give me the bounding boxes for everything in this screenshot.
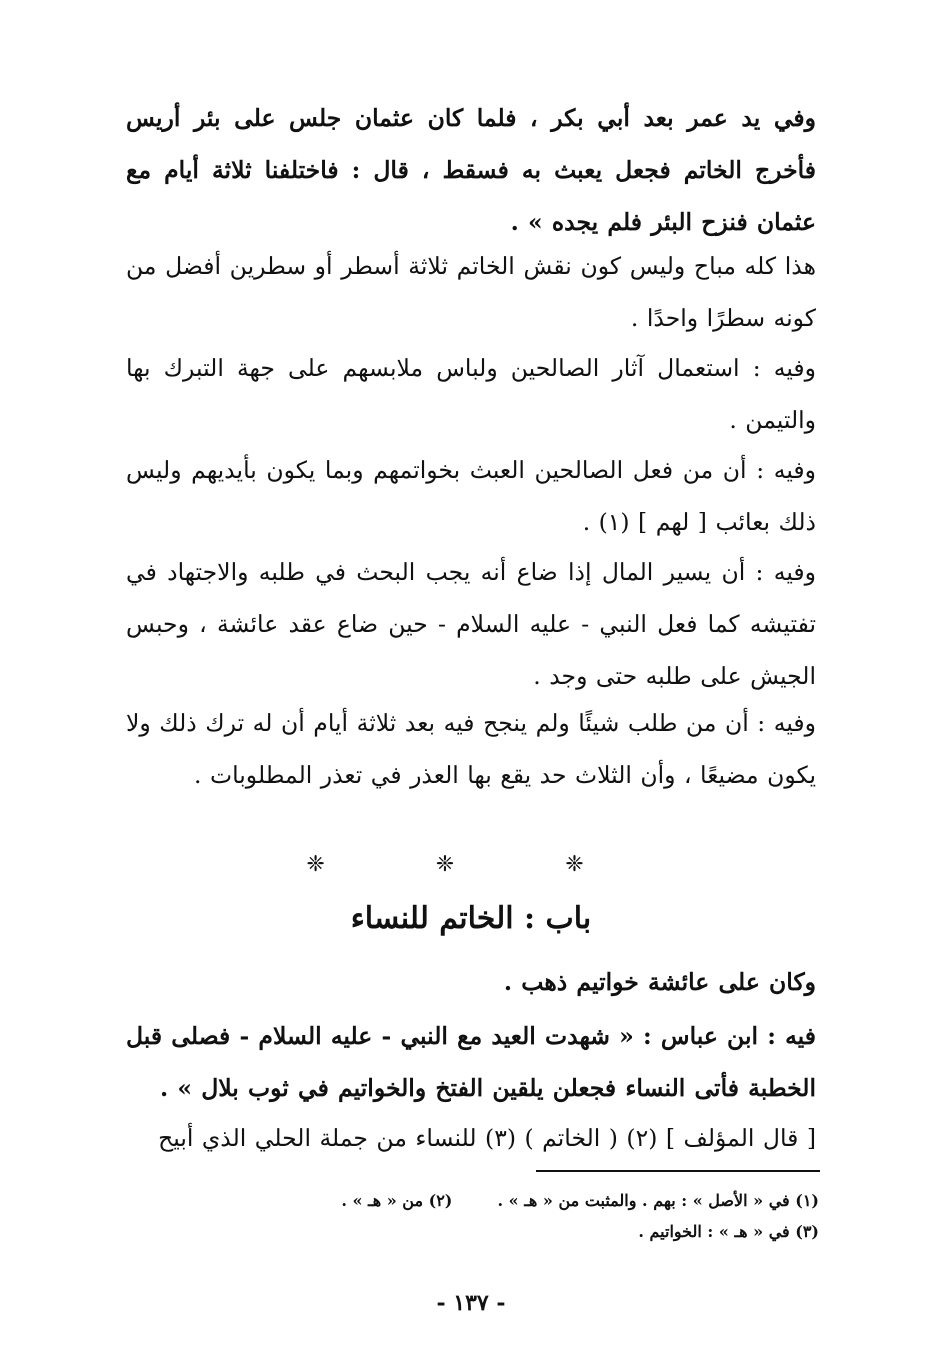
footnote-2: (٢) من « هـ » . [341, 1191, 453, 1210]
page-number: - ١٣٧ - [436, 1290, 506, 1316]
paragraph-lost-property: وفيه : أن يسير المال إذا ضاع أنه يجب البحث في طلبه والاجتهاد في تفتيشه كما فعل النبي - عليه السلام - حين ضاع عقد عائشة ، وحبس الجيش على طلبه حتى وجد . [126, 558, 816, 690]
paragraph-three-days: وفيه : أن من طلب شيئًا ولم ينجح فيه بعد ثلاثة أيام أن له ترك ذلك ولا يكون مضيعًا ، وأن الثلاث حد يقع بها العذر في تعذر المطلوبات . [126, 709, 816, 789]
paragraph-relics: وفيه : استعمال آثار الصالحين ولباس ملابسهم على جهة التبرك بها والتيمن . [126, 354, 816, 434]
paragraph-engraving: هذا كله مباح وليس كون نقش الخاتم ثلاثة أسطر أو سطرين أفضل من كونه سطرًا واحدًا . [126, 252, 816, 332]
footnote-3: (٣) في « هـ » : الخواتيم . [638, 1222, 819, 1241]
footnotes [119, 1185, 819, 1247]
commentary-text: [ قال المؤلف ] (٢) ( الخاتم ) (٣) للنساء من جملة الحلي الذي أبيح [158, 1124, 816, 1152]
hadith-text: فيه : ابن عباس : « شهدت العيد مع النبي - عليه السلام - فصلى قبل الخطبة فأتى النساء فجعلن يلقين الفتخ والخواتيم في ثوب بلال » . [126, 1022, 816, 1102]
paragraph-continuation: وفي يد عمر بعد أبي بكر ، فلما كان عثمان جلس على بئر أريس فأخرج الخاتم فجعل يعبث به فسقط ، قال : فاختلفنا ثلاثة أيام مع عثمان فنزح البئر فلم يجده » . [126, 104, 816, 236]
paragraph-fiddling: وفيه : أن من فعل الصالحين العبث بخواتمهم وبما يكون بأيديهم وليس ذلك بعائب [ لهم ] (١) . [126, 456, 816, 536]
footnote-divider [536, 1170, 820, 1172]
footnote-1: (١) في « الأصل » : بهم . والمثبت من « هـ » . [497, 1191, 819, 1210]
chapter-title: باب : الخاتم للنساء [350, 901, 592, 936]
chapter-intro: وكان على عائشة خواتيم ذهب . [503, 968, 816, 996]
section-separator: ❈ ❈ ❈ [306, 852, 636, 877]
footnote-line-1 [119, 1185, 819, 1216]
